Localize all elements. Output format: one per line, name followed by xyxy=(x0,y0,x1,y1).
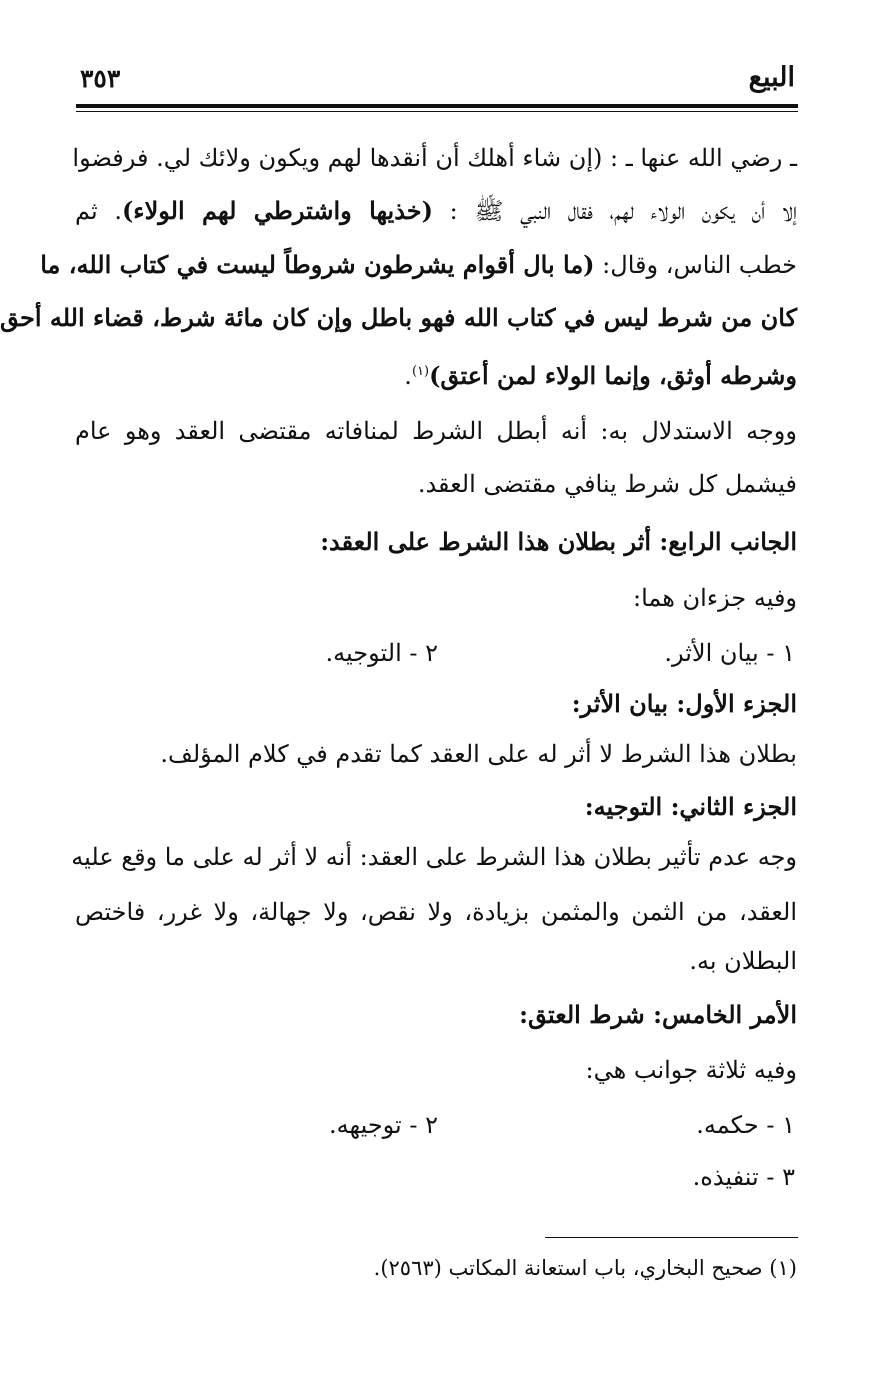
text-line-1: ـ رضي الله عنها ـ : (إن شاء أهلك أن أنقدها لهم ويكون ولائك لي. فرفضوا xyxy=(72,144,797,172)
hadith-quote: (ما بال أقوام يشرطون شروطاً ليست في كتاب الله، ما xyxy=(40,250,595,279)
running-header-title: البيع xyxy=(748,62,795,93)
text-line-3 xyxy=(40,248,797,282)
text-line-13: وفيه ثلاثة جوانب هي: xyxy=(585,1056,797,1084)
text-line-7: فيشمل كل شرط ينافي مقتضى العقد. xyxy=(417,470,797,498)
list-item: ٣ - تنفيذه. xyxy=(692,1163,795,1191)
text-span: . ثم xyxy=(75,197,122,225)
text-line-9: بطلان هذا الشرط لا أثر له على العقد كما تقدم في كلام المؤلف. xyxy=(160,740,797,768)
section-heading: الجزء الأول: بيان الأثر: xyxy=(571,689,797,718)
text-line-2 xyxy=(75,194,797,228)
hadith-quote: (خذيها واشترطي لهم الولاء) xyxy=(121,196,434,225)
section-heading: الأمر الخامس: شرط العتق: xyxy=(519,1000,797,1029)
footnote-ref: (١) xyxy=(411,364,430,379)
footnote-rule xyxy=(545,1237,798,1238)
text-line-12: البطلان به. xyxy=(689,947,797,975)
section-heading: الجانب الرابع: أثر بطلان هذا الشرط على العقد: xyxy=(320,527,797,556)
section-heading: الجزء الثاني: التوجيه: xyxy=(584,792,797,821)
hadith-quote: وشرطه أوثق، وإنما الولاء لمن أعتق) xyxy=(429,361,797,390)
list-item: ٢ - توجيهه. xyxy=(329,1111,438,1139)
list-item: ١ - حكمه. xyxy=(696,1111,795,1139)
text-line-6: ووجه الاستدلال به: أنه أبطل الشرط لمنافاته مقتضى العقد وهو عام xyxy=(75,417,797,445)
page-number: ٣٥٣ xyxy=(80,64,121,93)
text-line-11: العقد، من الثمن والمثمن بزيادة، ولا نقص، ولا جهالة، ولا غرر، فاختص xyxy=(75,898,797,926)
text-span: . xyxy=(404,362,412,390)
text-line-8: وفيه جزءان هما: xyxy=(632,584,797,612)
list-item: ١ - بيان الأثر. xyxy=(664,639,795,667)
text-line-10: وجه عدم تأثير بطلان هذا الشرط على العقد: أنه لا أثر له على ما وقع عليه xyxy=(71,843,797,871)
text-line-4: كان من شرط ليس في كتاب الله فهو باطل وإن كان مائة شرط، قضاء الله أحق xyxy=(0,303,797,332)
text-span: خطب الناس، وقال: xyxy=(594,251,797,279)
list-item: ٢ - التوجيه. xyxy=(325,639,438,667)
text-line-5 xyxy=(75,355,797,393)
text-span: إلا أن يكون الولاء لهم، فقال النبي ﷺ : xyxy=(433,197,798,225)
header-rule-thin xyxy=(76,111,798,112)
header-rule-thick xyxy=(76,104,798,108)
footnote: (١) صحيح البخاري، باب استعانة المكاتب (٢٥٦٣). xyxy=(373,1256,797,1280)
